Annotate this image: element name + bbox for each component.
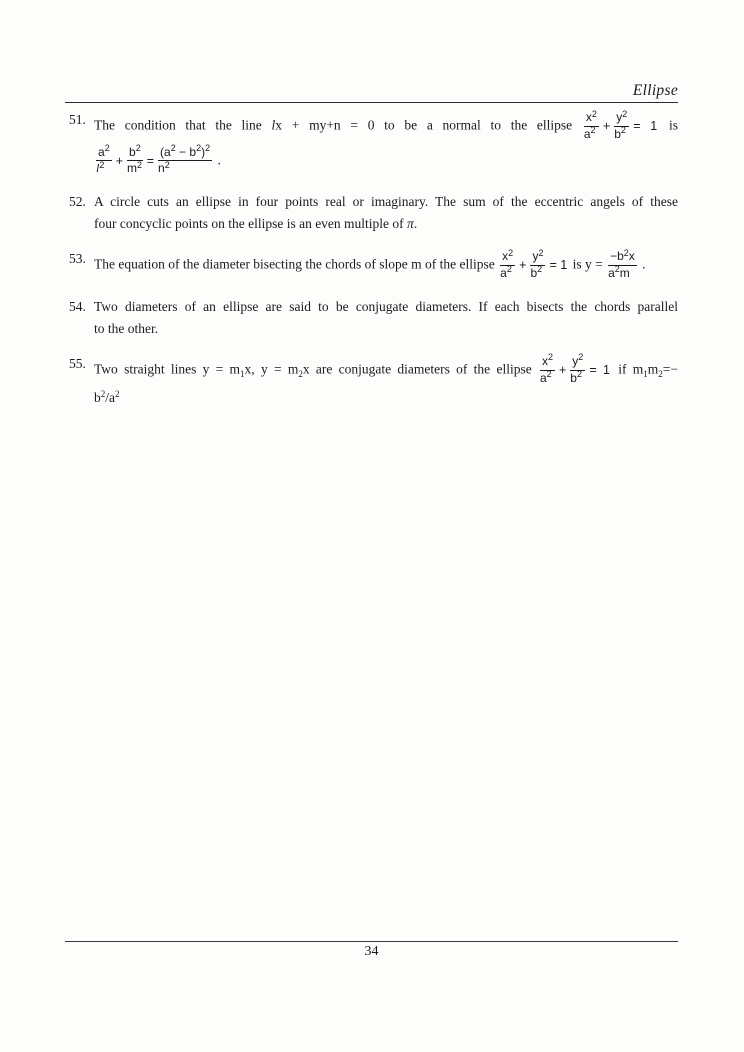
fraction-denominator: [500, 266, 515, 281]
text-run: a: [539, 370, 547, 385]
math-fraction: [530, 247, 545, 281]
text-run: a: [98, 144, 105, 159]
text-run: x + my+n = 0 to be a normal to the ellipse: [275, 117, 582, 133]
superscript: 2: [576, 369, 582, 380]
text-run: (a: [160, 144, 171, 159]
math-text: = 1: [633, 119, 658, 134]
equation: [538, 352, 612, 385]
chapter-title: Ellipse: [632, 82, 678, 99]
text-run: m: [127, 161, 138, 176]
math-text: = 1: [549, 258, 568, 273]
fraction-numerator: [608, 247, 637, 266]
text-run: to the other.: [94, 320, 159, 336]
math-text: +: [602, 119, 611, 134]
subscript: 2: [298, 368, 303, 379]
fraction-denominator: [127, 161, 143, 176]
text-line: [94, 353, 678, 388]
item-number: 51.: [69, 112, 86, 127]
superscript: 2: [506, 264, 512, 275]
superscript: 2: [135, 143, 141, 154]
superscript: 2: [614, 264, 620, 275]
item-content: [94, 353, 678, 410]
problem-item: [65, 191, 678, 235]
math-fraction: [608, 247, 637, 281]
text-run: x: [585, 110, 592, 124]
text-run: x: [541, 353, 548, 368]
item-content: [94, 296, 678, 340]
problem-list: [65, 109, 678, 422]
text-run: if m: [611, 361, 644, 377]
math-text: +: [519, 258, 527, 273]
page-footer: [65, 941, 678, 960]
superscript: 2: [205, 143, 211, 154]
problem-item: [65, 109, 678, 178]
text-run: The equation of the diameter bisecting the chords of slope m of the ellipse: [94, 256, 499, 272]
text-run: ): [201, 144, 206, 159]
text-run: Two diameters of an ellipse are said to be conjugate diameters. If each bisects the chords parallel: [94, 298, 678, 314]
superscript: 2: [170, 143, 176, 154]
superscript: 2: [547, 352, 553, 363]
text-line: [94, 213, 678, 235]
superscript: 2: [623, 247, 629, 258]
text-run: a: [583, 126, 591, 141]
math-text: = 1: [589, 363, 610, 378]
item-content: [94, 191, 678, 235]
text-line: [94, 248, 678, 283]
math-text: +: [558, 363, 567, 378]
italic-text: l: [271, 117, 276, 133]
subscript: 1: [643, 368, 648, 379]
italic-text: π: [407, 216, 414, 232]
text-line: [94, 191, 678, 213]
text-run: x: [628, 249, 635, 264]
text-line: [94, 109, 678, 144]
text-run: is: [659, 117, 678, 133]
equation: [582, 108, 659, 141]
superscript: 2: [99, 159, 105, 170]
text-run: b: [530, 265, 538, 280]
text-run: m: [647, 361, 659, 377]
item-content: [94, 109, 678, 178]
subscript: 2: [658, 368, 663, 379]
fraction-denominator: [614, 127, 629, 142]
equation: [94, 143, 214, 176]
text-run: .: [638, 256, 646, 272]
text-line: [94, 144, 678, 179]
text-run: x are conjugate diameters of the ellipse: [302, 361, 538, 377]
superscript: 2: [508, 247, 514, 258]
text-run: x: [502, 249, 509, 264]
text-run: b: [94, 390, 101, 406]
text-run: b: [614, 126, 621, 141]
page-number: 34: [364, 944, 379, 959]
superscript: 2: [578, 352, 584, 363]
text-run: =−: [662, 361, 678, 377]
equation: [498, 247, 569, 280]
superscript: 2: [591, 108, 597, 119]
problem-item: [65, 296, 678, 340]
text-run: n: [158, 161, 165, 176]
text-run: y: [532, 249, 539, 264]
fraction-denominator: [570, 371, 585, 386]
text-run: The condition that the line: [94, 117, 272, 133]
text-run: m: [619, 265, 630, 280]
superscript: 2: [538, 247, 544, 258]
fraction-denominator: [584, 127, 599, 142]
math-fraction: [583, 108, 599, 142]
item-number: 54.: [69, 298, 86, 314]
superscript: 2: [100, 389, 106, 400]
text-run: b: [129, 144, 136, 159]
text-run: y: [616, 110, 623, 124]
text-run: a: [608, 265, 615, 280]
math-fraction: [158, 143, 212, 177]
text-run: Two straight lines y = m: [94, 361, 241, 377]
math-fraction: [570, 352, 585, 386]
math-text: =: [146, 153, 155, 168]
text-run: is y =: [569, 256, 607, 272]
text-line: [94, 318, 678, 340]
fraction-denominator: [158, 161, 212, 176]
fraction-denominator: [540, 371, 555, 386]
text-line: [94, 387, 678, 409]
text-line: [94, 296, 678, 318]
problem-item: [65, 353, 678, 410]
superscript: 2: [137, 159, 143, 170]
math-fraction: [500, 247, 515, 281]
text-run: /a: [105, 390, 115, 406]
superscript: 2: [537, 264, 543, 275]
math-fraction: [614, 108, 629, 142]
item-content: [94, 248, 678, 283]
text-run: − b: [175, 144, 197, 159]
text-run: a: [500, 265, 507, 280]
fraction-denominator: [96, 161, 112, 176]
math-text: +: [115, 153, 124, 168]
superscript: 2: [115, 389, 120, 400]
fraction-denominator: [608, 266, 637, 281]
text-run: four concyclic points on the ellipse is an even multiple of: [94, 216, 408, 232]
math-fraction: [96, 143, 112, 177]
superscript: 2: [546, 369, 552, 380]
math-fraction: [127, 143, 143, 177]
italic-text: l: [96, 161, 100, 176]
subscript: 1: [240, 368, 245, 379]
text-run: b: [570, 370, 577, 385]
equation: [606, 247, 639, 280]
superscript: 2: [620, 125, 626, 136]
text-run: y: [572, 353, 579, 368]
fraction-denominator: [530, 266, 545, 281]
superscript: 2: [590, 125, 596, 136]
superscript: 2: [104, 143, 110, 154]
text-run: x, y = m: [244, 361, 299, 377]
text-run: .: [214, 151, 221, 167]
item-number: 53.: [69, 251, 86, 267]
math-fraction: [539, 352, 555, 386]
text-run: −b: [610, 249, 624, 264]
item-number: 55.: [69, 355, 86, 371]
text-run: .: [413, 216, 418, 232]
superscript: 2: [196, 143, 202, 154]
superscript: 2: [622, 108, 628, 119]
superscript: 2: [164, 159, 170, 170]
item-number: 52.: [69, 194, 86, 210]
text-run: A circle cuts an ellipse in four points real or imaginary. The sum of the eccentric angels of these: [94, 194, 678, 210]
page-header: [65, 0, 678, 103]
problem-item: [65, 248, 678, 283]
